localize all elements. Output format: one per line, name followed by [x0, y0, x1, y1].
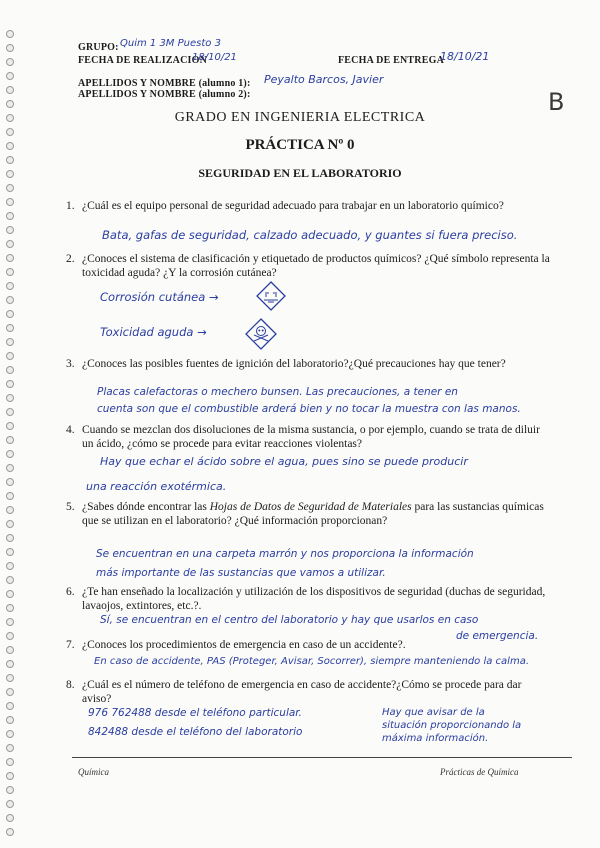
binding-hole	[6, 814, 14, 822]
binding-hole	[6, 674, 14, 682]
binding-hole	[6, 296, 14, 304]
answer-8-line-3: Hay que avisar de la	[382, 707, 485, 718]
grade-mark: B	[548, 88, 565, 116]
grupo-label: GRUPO:	[78, 42, 119, 53]
binding-hole	[6, 338, 14, 346]
binding-hole	[6, 226, 14, 234]
alumno1-label: APELLIDOS Y NOMBRE (alumno 1):	[78, 78, 251, 89]
binding-hole	[6, 100, 14, 108]
binding-hole	[6, 478, 14, 486]
fecha-entrega-label: FECHA DE ENTREGA	[338, 55, 444, 66]
binding-hole	[6, 450, 14, 458]
binding-hole	[6, 576, 14, 584]
alumno1-value: Peyalto Barcos, Javier	[264, 73, 384, 86]
binding-hole	[6, 72, 14, 80]
question-7: 7. ¿Conoces los procedimientos de emergencia en caso de un accidente?.	[66, 639, 406, 651]
answer-3-line-1: Placas calefactoras o mechero bunsen. Las precauciones, a tener en	[97, 386, 458, 398]
binding-hole	[6, 730, 14, 738]
grupo-value: Quim 1 3M Puesto 3	[120, 38, 221, 49]
binding-hole	[6, 310, 14, 318]
answer-5-line-1: Se encuentran en una carpeta marrón y nos proporciona la información	[96, 548, 474, 560]
binding-hole	[6, 324, 14, 332]
answer-8-line-2: 842488 desde el teléfono del laboratorio	[88, 726, 303, 738]
binding-hole	[6, 212, 14, 220]
binding-hole	[6, 282, 14, 290]
answer-4-line-2: una reacción exotérmica.	[86, 480, 227, 493]
fecha-entrega-value: 18/10/21	[440, 50, 490, 63]
binding-hole	[6, 590, 14, 598]
question-5: 5. ¿Sabes dónde encontrar las Hojas de Datos de Seguridad de Materiales para las sustancias químicas que se utilizan en el laboratorio? ¿Qué información proporcionan?	[66, 501, 544, 527]
binding-hole	[6, 772, 14, 780]
answer-4-line-1: Hay que echar el ácido sobre el agua, pues sino se puede producir	[100, 455, 468, 468]
binding-hole	[6, 534, 14, 542]
binding-hole	[6, 156, 14, 164]
answer-2-line-2: Toxicidad aguda →	[100, 325, 207, 339]
binding-hole	[6, 44, 14, 52]
binding-hole	[6, 646, 14, 654]
binding-hole	[6, 702, 14, 710]
binding-hole	[6, 86, 14, 94]
binding-hole	[6, 548, 14, 556]
skull-pictogram-icon	[245, 318, 277, 350]
binding-hole	[6, 758, 14, 766]
binding-hole	[6, 240, 14, 248]
binding-hole	[6, 604, 14, 612]
fecha-realizacion-label: FECHA DE REALIZACION	[78, 55, 208, 66]
answer-6-line-1: Sí, se encuentran en el centro del laboratorio y hay que usarlos en caso	[100, 614, 479, 626]
binding-hole	[6, 688, 14, 696]
question-2: 2. ¿Conoces el sistema de clasificación y etiquetado de productos químicos? ¿Qué símbolo representa la toxicidad aguda? ¿Y la corrosión cutánea?	[66, 253, 550, 279]
binding-hole	[6, 520, 14, 528]
footer-left: Química	[78, 767, 109, 777]
binding-hole	[6, 632, 14, 640]
degree-title: GRADO EN INGENIERIA ELECTRICA	[174, 110, 426, 125]
answer-1-line-1: Bata, gafas de seguridad, calzado adecuado, y guantes si fuera preciso.	[102, 228, 518, 242]
answer-6-line-2: de emergencia.	[456, 630, 539, 642]
binding-hole	[6, 828, 14, 836]
binding-hole	[6, 464, 14, 472]
binding-hole	[6, 618, 14, 626]
binding-hole	[6, 352, 14, 360]
binding-hole	[6, 128, 14, 136]
answer-3-line-2: cuenta son que el combustible arderá bien y no tocar la muestra con las manos.	[97, 403, 521, 415]
binding-hole	[6, 786, 14, 794]
footer-rule	[72, 757, 572, 758]
question-1: 1. ¿Cuál es el equipo personal de seguridad adecuado para trabajar en un laboratorio químico?	[66, 200, 504, 212]
question-3: 3. ¿Conoces las posibles fuentes de ignición del laboratorio?¿Qué precauciones hay que tener?	[66, 358, 506, 370]
answer-2-line-1: Corrosión cutánea →	[100, 290, 219, 304]
binding-hole	[6, 436, 14, 444]
binding-hole	[6, 184, 14, 192]
binding-hole	[6, 408, 14, 416]
question-4: 4. Cuando se mezclan dos disoluciones de la misma sustancia, o por ejemplo, cuando se trata de diluir un ácido, ¿cómo se procede para evitar reacciones violentas?	[66, 424, 540, 450]
practice-title: PRÁCTICA Nº 0	[245, 137, 355, 153]
binding-hole	[6, 744, 14, 752]
binding-hole	[6, 268, 14, 276]
binding-hole	[6, 716, 14, 724]
answer-8-line-5: máxima información.	[382, 733, 489, 744]
binding-hole	[6, 562, 14, 570]
binding-hole	[6, 58, 14, 66]
answer-8-line-4: situación proporcionando la	[382, 720, 522, 731]
footer-right: Prácticas de Química	[440, 767, 519, 777]
binding-hole	[6, 198, 14, 206]
binding-hole	[6, 380, 14, 388]
binding-hole	[6, 800, 14, 808]
answer-7-line-1: En caso de accidente, PAS (Proteger, Avisar, Socorrer), siempre manteniendo la calma.	[94, 656, 529, 667]
fecha-realizacion-value: 18/10/21	[192, 52, 237, 63]
binding-hole	[6, 492, 14, 500]
corrosion-pictogram-icon	[256, 281, 286, 311]
question-8: 8. ¿Cuál es el número de teléfono de emergencia en caso de accidente?¿Cómo se procede para dar aviso?	[66, 679, 522, 705]
binding-hole	[6, 30, 14, 38]
binding-hole	[6, 254, 14, 262]
binding-hole	[6, 422, 14, 430]
answer-8-line-1: 976 762488 desde el teléfono particular.	[88, 707, 302, 719]
binding-hole	[6, 394, 14, 402]
question-6: 6. ¿Te han enseñado la localización y utilización de los dispositivos de seguridad (duchas de seguridad, lavaojos, extintores, etc.?.	[66, 586, 546, 612]
alumno2-label: APELLIDOS Y NOMBRE (alumno 2):	[78, 89, 251, 100]
binding-hole	[6, 506, 14, 514]
binding-hole	[6, 366, 14, 374]
answer-5-line-2: más importante de las sustancias que vamos a utilizar.	[96, 567, 386, 579]
topic-title: SEGURIDAD EN EL LABORATORIO	[198, 166, 402, 180]
binding-hole	[6, 660, 14, 668]
